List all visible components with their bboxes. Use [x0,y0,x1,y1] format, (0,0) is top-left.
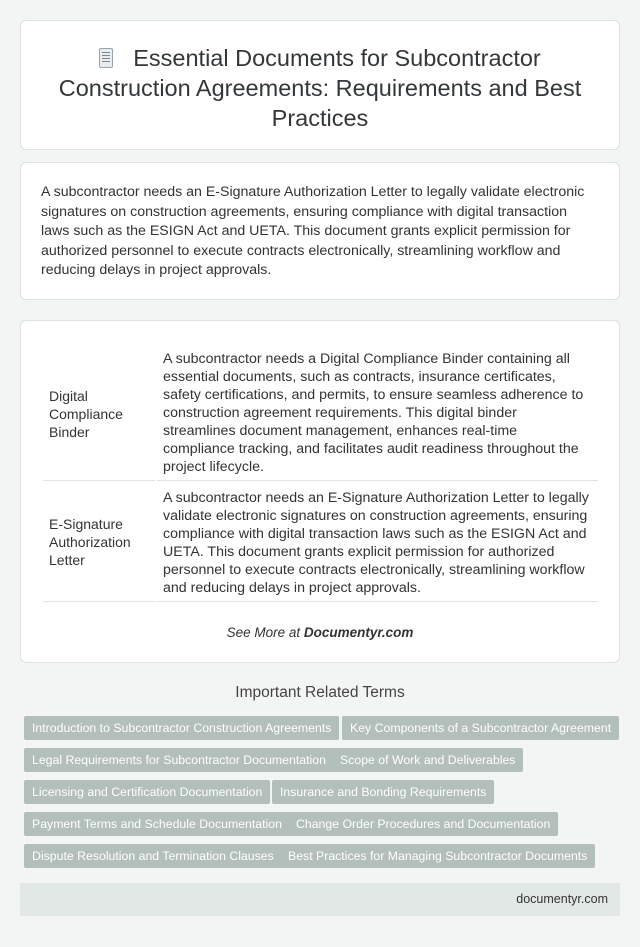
related-term-tag[interactable]: Scope of Work and Deliverables [332,748,523,772]
related-term-tag[interactable]: Licensing and Certification Documentation [24,780,270,804]
table-row [43,341,598,481]
see-more [21,625,619,640]
table-row [43,481,598,602]
table-row-description: A subcontractor needs an E-Signature Authorization Letter to legally validate electronic signatures on construction agreements, ensuring compliance with digital transaction laws such as the ESIGN Act and UETA. This document grants explicit permission for authorized personnel to execute contracts electronically, streamlining workflow and reducing delays in project approvals. [163,490,589,596]
see-more-link[interactable]: Documentyr.com [303,625,414,640]
documents-table-card [20,320,620,663]
table-row-term: Digital Compliance Binder [49,388,123,440]
related-term-tag[interactable]: Insurance and Bonding Requirements [272,780,494,804]
related-term-tag[interactable]: Legal Requirements for Subcontractor Documentation [24,748,334,772]
summary-card [20,162,620,300]
table-row-term: E-Signature Authorization Letter [49,516,131,568]
column-separator [155,481,157,602]
footer-site-link[interactable]: documentyr.com [516,892,608,906]
related-term-tag[interactable]: Best Practices for Managing Subcontractor Documents [280,844,595,868]
table-row-description: A subcontractor needs a Digital Compliance Binder containing all essential documents, such as contracts, insurance certificates, safety certifications, and permits, to ensure seamless adherence to construction agreement requirements. This digital binder streamlines document management, enhances real-time compliance tracking, and facilitates audit readiness throughout the project lifecycle. [163,351,584,475]
summary-text: A subcontractor needs an E-Signature Authorization Letter to legally validate electronic signatures on construction agreements, ensuring compliance with digital transaction laws such as the ESIGN Act and UETA. This document grants explicit permission for authorized personnel to execute contracts electronically, streamlining workflow and reducing delays in project approvals. [41,184,585,278]
related-term-tag[interactable]: Introduction to Subcontractor Construction Agreements [24,716,339,740]
related-term-tag[interactable]: Change Order Procedures and Documentation [288,812,558,836]
document-icon [99,48,113,68]
related-terms-heading: Important Related Terms [235,684,405,701]
related-term-tag[interactable]: Payment Terms and Schedule Documentation [24,812,290,836]
page-title-block [51,43,589,133]
related-term-tag[interactable]: Key Components of a Subcontractor Agreement [342,716,619,740]
footer [20,883,620,916]
related-term-tag[interactable]: Dispute Resolution and Termination Clauses [24,844,282,868]
title-card [20,20,620,150]
see-more-prefix: See More at [226,625,304,640]
page-title: Essential Documents for Subcontractor Construction Agreements: Requirements and Best Practices [58,45,582,131]
column-separator [155,341,157,481]
